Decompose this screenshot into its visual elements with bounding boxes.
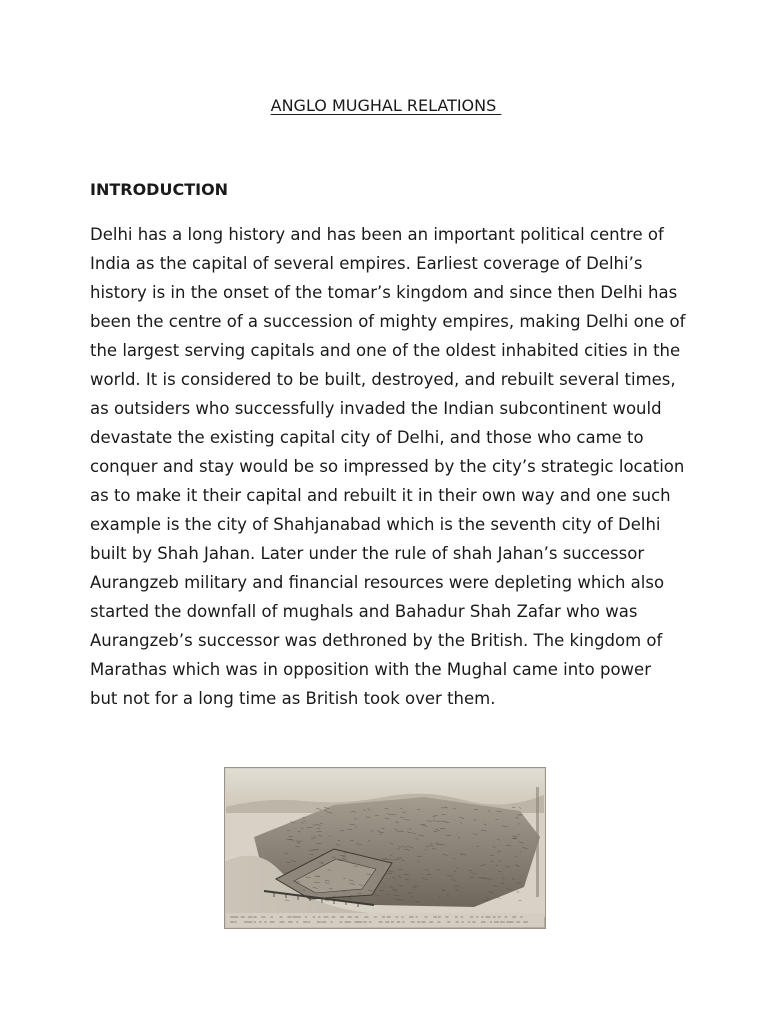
- paragraph-line: example is the city of Shahjanabad which is the seventh city of Delhi: [90, 515, 661, 534]
- section-heading-introduction: INTRODUCTION: [90, 180, 229, 199]
- paragraph-line: but not for a long time as British took over them.: [90, 689, 496, 708]
- paragraph-line: as outsiders who successfully invaded the Indian subcontinent would: [90, 399, 662, 418]
- paragraph-line: devastate the existing capital city of Delhi, and those who came to: [90, 428, 644, 447]
- paragraph-line: Marathas which was in opposition with the Mughal came into power: [90, 660, 651, 679]
- paragraph-line: started the downfall of mughals and Bahadur Shah Zafar who was: [90, 602, 638, 621]
- delhi-engraving-figure: [224, 767, 546, 929]
- document-title: ANGLO MUGHAL RELATIONS: [270, 96, 502, 115]
- paragraph-line: history is in the onset of the tomar’s kingdom and since then Delhi has: [90, 283, 678, 302]
- paragraph-line: world. It is considered to be built, destroyed, and rebuilt several times,: [90, 370, 676, 389]
- engraving-illustration: [224, 767, 546, 929]
- paragraph-line: conquer and stay would be so impressed by the city’s strategic location: [90, 457, 685, 476]
- paragraph-line: Aurangzeb military and financial resources were depleting which also: [90, 573, 665, 592]
- paragraph-line: the largest serving capitals and one of the oldest inhabited cities in the: [90, 341, 681, 360]
- paragraph-line: Aurangzeb’s successor was dethroned by the British. The kingdom of: [90, 631, 663, 650]
- introduction-paragraph: [90, 220, 690, 713]
- paragraph-line: as to make it their capital and rebuilt it in their own way and one such: [90, 486, 671, 505]
- paragraph-line: Delhi has a long history and has been an important political centre of: [90, 225, 664, 244]
- paragraph-line: built by Shah Jahan. Later under the rule of shah Jahan’s successor: [90, 544, 645, 563]
- side-margin-text: [536, 787, 539, 897]
- caption-strip: [226, 913, 544, 927]
- paragraph-line: India as the capital of several empires. Earliest coverage of Delhi’s: [90, 254, 643, 273]
- paragraph-line: been the centre of a succession of mighty empires, making Delhi one of: [90, 312, 686, 331]
